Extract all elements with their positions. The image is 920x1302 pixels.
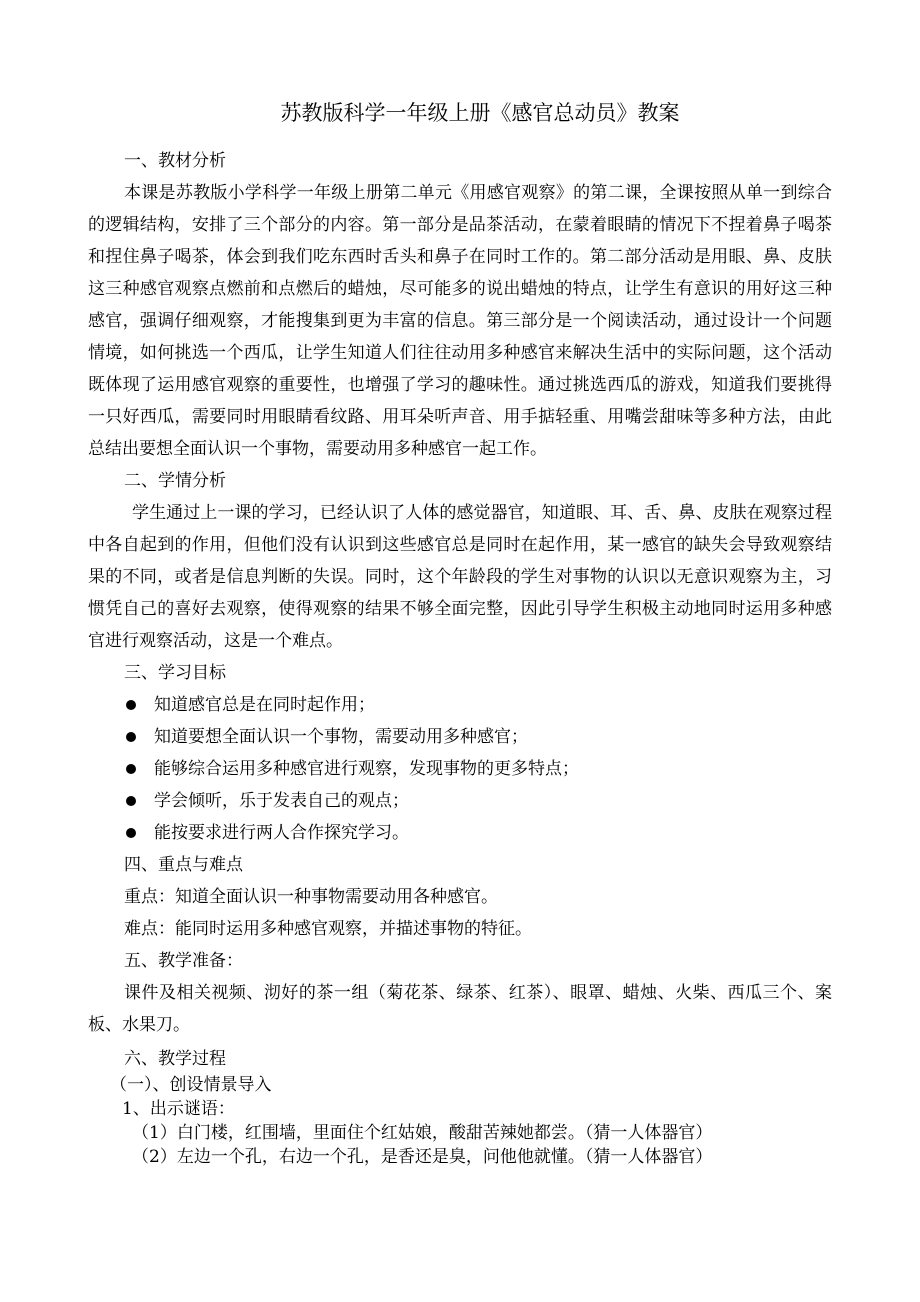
list-item: 能够综合运用多种感官进行观察，发现事物的更多特点； bbox=[88, 753, 832, 785]
section-heading-materials: 一、教材分析 bbox=[124, 151, 226, 171]
section-heading-learners: 二、学情分析 bbox=[124, 471, 226, 491]
section-heading-objectives: 三、学习目标 bbox=[124, 663, 226, 683]
list-item: 学会倾听，乐于发表自己的观点； bbox=[88, 785, 832, 817]
section-heading-key-points: 四、重点与难点 bbox=[124, 855, 243, 875]
process-subheading: （一）、创设情景导入 bbox=[110, 1075, 272, 1095]
objectives-list bbox=[88, 689, 832, 849]
bullet-icon bbox=[126, 764, 136, 774]
difficulty-text: 难点：能同时运用多种感官观察，并描述事物的特征。 bbox=[124, 919, 532, 939]
list-item: 知道要想全面认识一个事物，需要动用多种感官； bbox=[88, 721, 832, 753]
riddle-1: （1）白门楼，红围墙，里面住个红姑娘，酸甜苦辣她都尝。（猜一人体器官） bbox=[132, 1123, 713, 1143]
section-heading-preparation: 五、教学准备： bbox=[124, 951, 243, 971]
riddle-2: （2）左边一个孔，右边一个孔，是香还是臭，问他他就懂。（猜一人体器官） bbox=[132, 1147, 713, 1167]
section-heading-process: 六、教学过程 bbox=[124, 1049, 226, 1069]
document-body bbox=[88, 145, 832, 1169]
document-title: 苏教版科学一年级上册《感官总动员》教案 bbox=[280, 101, 680, 125]
materials-analysis-paragraph: 本课是苏教版小学科学一年级上册第二单元《用感官观察》的第二课，全课按照从单一到综合的逻辑结构，安排了三个部分的内容。第一部分是品茶活动，在蒙着眼睛的情况下不捏着鼻子喝茶和捏住鼻子喝茶，体会到我们吃东西时舌头和鼻子在同时工作的。第二部分活动是用眼、鼻、皮肤这三种感官观察点燃前和点燃后的蜡烛，尽可能多的说出蜡烛的特点，让学生有意识的用好这三种感官，强调仔细观察，才能搜集到更为丰富的信息。第三部分是一个阅读活动，通过设计一个问题情境，如何挑选一个西瓜，让学生知道人们往往动用多种感官来解决生活中的实际问题，这个活动既体现了运用感官观察的重要性，也增强了学习的趣味性。通过挑选西瓜的游戏，知道我们要挑得一只好西瓜，需要同时用眼睛看纹路、用耳朵听声音、用手掂轻重、用嘴尝甜味等多种方法，由此总结出要想全面认识一个事物，需要动用多种感官一起工作。 bbox=[88, 183, 832, 459]
key-point-text: 重点：知道全面认识一种事物需要动用各种感官。 bbox=[124, 887, 498, 907]
process-step: 1、出示谜语： bbox=[122, 1099, 235, 1119]
bullet-icon bbox=[126, 828, 136, 838]
learner-analysis-paragraph: 学生通过上一课的学习，已经认识了人体的感觉器官，知道眼、耳、舌、鼻、皮肤在观察过程中各自起到的作用，但他们没有认识到这些感官总是同时在起作用，某一感官的缺失会导致观察结果的不同，或者是信息判断的失误。同时，这个年龄段的学生对事物的认识以无意识观察为主，习惯凭自己的喜好去观察，使得观察的结果不够全面完整，因此引导学生积极主动地同时运用多种感官进行观察活动，这是一个难点。 bbox=[88, 503, 832, 651]
preparation-paragraph: 课件及相关视频、沏好的茶一组（菊花茶、绿茶、红茶）、眼罩、蜡烛、火柴、西瓜三个、案板、水果刀。 bbox=[88, 983, 832, 1035]
bullet-icon bbox=[126, 700, 136, 710]
bullet-icon bbox=[126, 796, 136, 806]
list-item: 能按要求进行两人合作探究学习。 bbox=[88, 817, 832, 849]
bullet-icon bbox=[126, 732, 136, 742]
list-item: 知道感官总是在同时起作用； bbox=[88, 689, 832, 721]
